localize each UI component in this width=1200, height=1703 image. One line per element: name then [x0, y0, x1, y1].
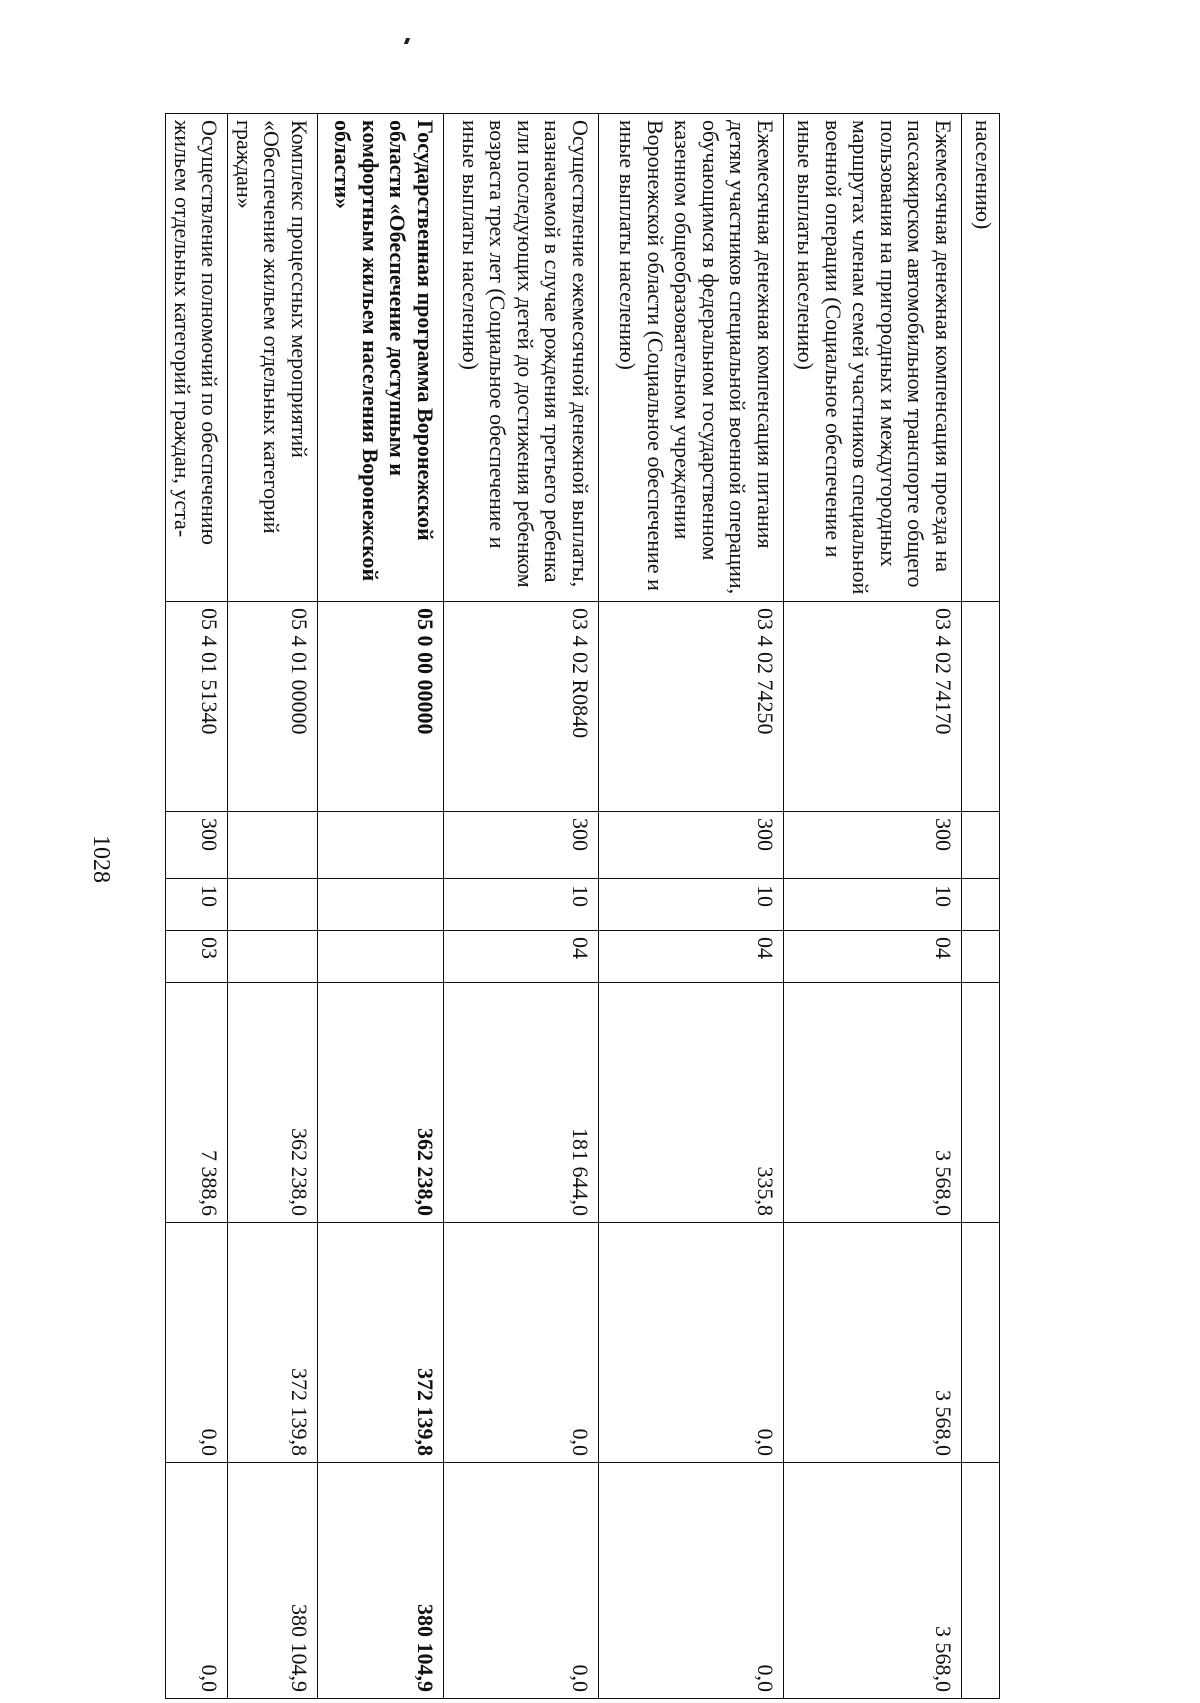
target-article-code: 05 0 00 00000 [318, 602, 444, 812]
section-code [228, 879, 318, 931]
expense-type-code: 300 [784, 812, 962, 879]
budget-table-container [170, 113, 1000, 1698]
subsection-code: 04 [444, 931, 599, 983]
row-description: Комплекс процессных мероприятий «Обеспечение жильем отдельных категорий граждан» [228, 114, 318, 602]
amount-year-3: 0,0 [599, 1463, 784, 1699]
table-row [318, 114, 444, 1699]
expense-type-code [318, 812, 444, 879]
expense-type-code [228, 812, 318, 879]
amount-year-3: 3 568,0 [784, 1463, 962, 1699]
section-code: 10 [444, 879, 599, 931]
amount-year-2: 3 568,0 [784, 1223, 962, 1463]
scan-speck [404, 38, 410, 44]
row-description: Ежемесячная денежная компенсация проезда на пассажирском автомобильном транспорте общего пользования на пригородных и междугородных маршрутах членам семей участников специальной военной операции (Социальное обеспечение и иные выплаты населению) [784, 114, 962, 602]
amount-year-2: 0,0 [166, 1223, 228, 1463]
row-description: Осуществление полномочий по обеспечению жильем отдельных категорий граждан, уста- [166, 114, 228, 602]
amount-year-2: 372 139,8 [228, 1223, 318, 1463]
section-code: 10 [784, 879, 962, 931]
subsection-code [228, 931, 318, 983]
empty-cell [962, 983, 1000, 1223]
amount-year-3: 380 104,9 [228, 1463, 318, 1699]
table-row [166, 114, 228, 1699]
expense-type-code: 300 [444, 812, 599, 879]
expense-type-code: 300 [599, 812, 784, 879]
target-article-code: 03 4 02 74250 [599, 602, 784, 812]
page-number: 1028 [88, 835, 114, 883]
subsection-code: 04 [784, 931, 962, 983]
row-description: Ежемесячная денежная компенсация питания детям участников специальной военной операции, обучающимся в федеральном государственном казенном общеобразовательном учреждении Воронежской области (Социальное обеспечение и иные выплаты населению) [599, 114, 784, 602]
amount-year-2: 372 139,8 [318, 1223, 444, 1463]
budget-table [166, 113, 1001, 1699]
amount-year-1: 335,8 [599, 983, 784, 1223]
section-code: 10 [599, 879, 784, 931]
table-row [444, 114, 599, 1699]
empty-cell [962, 1463, 1000, 1699]
amount-year-1: 362 238,0 [318, 983, 444, 1223]
empty-cell [962, 602, 1000, 812]
table-row [784, 114, 962, 1699]
target-article-code: 03 4 02 R0840 [444, 602, 599, 812]
subsection-code: 03 [166, 931, 228, 983]
target-article-code: 05 4 01 00000 [228, 602, 318, 812]
expense-type-code: 300 [166, 812, 228, 879]
empty-cell [962, 879, 1000, 931]
row-description: населению) [962, 114, 1000, 602]
amount-year-1: 7 388,6 [166, 983, 228, 1223]
amount-year-3: 0,0 [444, 1463, 599, 1699]
empty-cell [962, 812, 1000, 879]
amount-year-3: 0,0 [166, 1463, 228, 1699]
amount-year-2: 0,0 [444, 1223, 599, 1463]
table-row [599, 114, 784, 1699]
section-code: 10 [166, 879, 228, 931]
row-description: Осуществление ежемесячной денежной выплаты, назначаемой в случае рождения третьего ребенка или последующих детей до достижения ребенком возраста трех лет (Социальное обеспечение и иные выплаты населению) [444, 114, 599, 602]
section-code [318, 879, 444, 931]
amount-year-1: 362 238,0 [228, 983, 318, 1223]
target-article-code: 05 4 01 51340 [166, 602, 228, 812]
amount-year-1: 3 568,0 [784, 983, 962, 1223]
amount-year-2: 0,0 [599, 1223, 784, 1463]
table-row [962, 114, 1000, 1699]
empty-cell [962, 931, 1000, 983]
table-row [228, 114, 318, 1699]
target-article-code: 03 4 02 74170 [784, 602, 962, 812]
row-description: Государственная программа Воронежской области «Обеспечение доступным и комфортным жильем населения Воронежской области» [318, 114, 444, 602]
empty-cell [962, 1223, 1000, 1463]
subsection-code [318, 931, 444, 983]
amount-year-3: 380 104,9 [318, 1463, 444, 1699]
subsection-code: 04 [599, 931, 784, 983]
amount-year-1: 181 644,0 [444, 983, 599, 1223]
